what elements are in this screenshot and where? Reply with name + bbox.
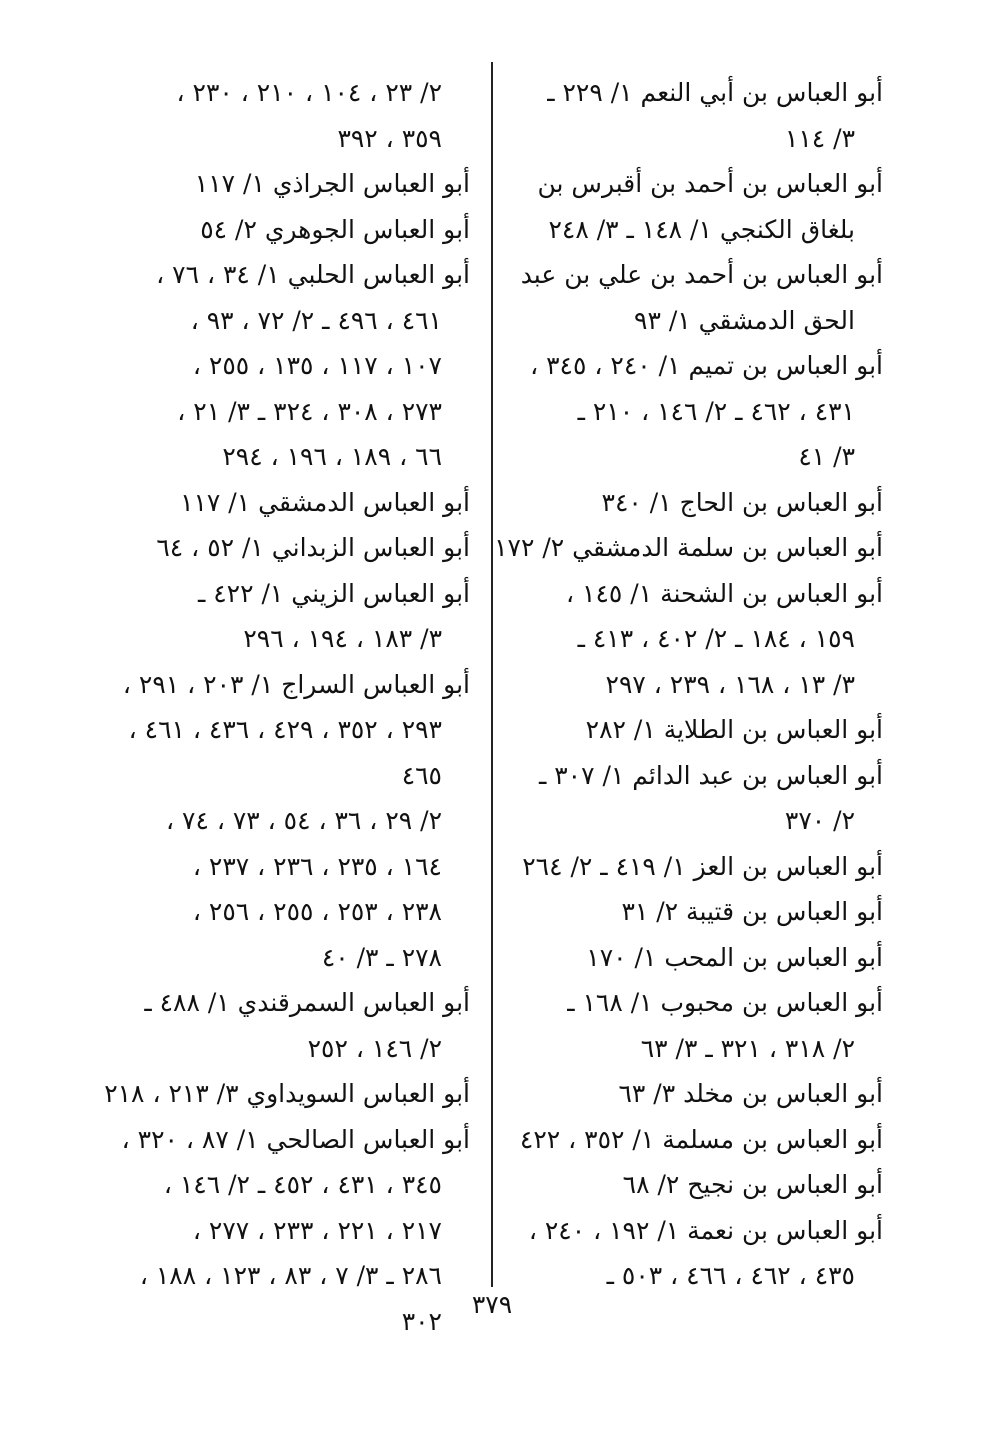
entry-heading-line: أبو العباس بن عبد الدائم ١/ ٣٠٧ ـ: [538, 760, 883, 790]
entry-heading-line: أبو العباس بن قتيبة ٢/ ٣١: [621, 897, 883, 926]
entry-continuation-line: ٣/ ١٨٣ ، ١٩٤ ، ٢٩٦: [243, 624, 442, 653]
index-entry: [515, 844, 883, 890]
index-entry: [515, 753, 883, 844]
index-entry: [515, 1117, 883, 1163]
entry-heading-line: أبو العباس بن المحب ١/ ١٧٠: [586, 942, 883, 972]
entry-continuation-line: ٢٨٦ ـ ٣/ ٧ ، ٨٣ ، ١٢٣ ، ١٨٨ ،: [139, 1261, 442, 1290]
index-entry: [515, 1162, 883, 1208]
entry-heading-line: أبو العباس الزبداني ١/ ٥٢ ، ٦٤: [156, 533, 470, 562]
entry-continuation-line: ٤٣١ ، ٤٦٢ ـ ٢/ ١٤٦ ، ٢١٠ ـ: [577, 396, 855, 426]
entry-continuation-line: ٢/ ٢٩ ، ٣٦ ، ٥٤ ، ٧٣ ، ٧٤ ،: [166, 806, 442, 835]
index-entry: [100, 662, 470, 981]
entry-continuation-line: ٣٤٥ ، ٤٣١ ، ٤٥٢ ـ ٢/ ١٤٦ ،: [163, 1170, 442, 1199]
entry-continuation-line: ٣/ ٤١: [798, 442, 855, 471]
entry-continuation-line: ٢٧٣ ، ٣٠٨ ، ٣٢٤ ـ ٣/ ٢١ ،: [177, 396, 442, 426]
entry-continuation-line: ٢/ ٣١٨ ، ٣٢١ ـ ٣/ ٦٣: [640, 1033, 855, 1063]
index-entry: [515, 935, 883, 981]
entry-continuation-line: ١٠٧ ، ١١٧ ، ١٣٥ ، ٢٥٥ ،: [192, 351, 442, 380]
entry-heading-line: أبو العباس الدمشقي ١/ ١١٧: [180, 487, 470, 517]
index-entry: [100, 571, 470, 662]
entry-continuation-line: ٤٣٥ ، ٤٦٢ ، ٤٦٦ ، ٥٠٣ ـ: [606, 1261, 855, 1290]
entry-heading-line: أبو العباس بن مخلد ٣/ ٦٣: [618, 1079, 883, 1108]
entry-continuation-line: ١٦٤ ، ٢٣٥ ، ٢٣٦ ، ٢٣٧ ،: [192, 851, 442, 881]
entry-continuation-line: ٢/ ٣٧٠: [784, 806, 855, 835]
index-entry: [100, 480, 470, 526]
entry-heading-line: أبو العباس بن سلمة الدمشقي ٢/ ١٧٢: [494, 533, 883, 562]
entry-continuation-line: ٣/ ١١٤: [784, 123, 855, 153]
index-entry: [515, 1071, 883, 1117]
entry-heading-line: أبو العباس السراج ١/ ٢٠٣ ، ٢٩١ ،: [122, 669, 470, 699]
entry-heading-line: أبو العباس بن محبوب ١/ ١٦٨ ـ: [567, 988, 883, 1017]
entry-heading-line: أبو العباس بن نعمة ١/ ١٩٢ ، ٢٤٠ ،: [528, 1215, 883, 1245]
entry-heading-line: أبو العباس بن الشحنة ١/ ١٤٥ ،: [566, 578, 883, 608]
entry-continuation-line: ٣٠٢: [401, 1306, 442, 1336]
index-entry: [494, 525, 883, 571]
entry-continuation-line: ٦٦ ، ١٨٩ ، ١٩٦ ، ٢٩٤: [222, 442, 442, 471]
index-entry: [100, 252, 470, 480]
entry-heading-line: أبو العباس بن مسلمة ١/ ٣٥٢ ، ٤٢٢: [519, 1124, 883, 1154]
index-entry: [100, 1071, 470, 1117]
entry-continuation-line: الحق الدمشقي ١/ ٩٣: [634, 305, 855, 335]
index-entry: [515, 480, 883, 526]
entry-heading-line: أبو العباس بن أبي النعم ١/ ٢٢٩ ـ: [547, 78, 883, 107]
entry-continuation-line: ٤٦٥: [401, 760, 442, 790]
index-entry: [515, 70, 883, 161]
entry-heading-line: أبو العباس بن تميم ١/ ٢٤٠ ، ٣٤٥ ،: [530, 351, 883, 380]
index-entry: [100, 525, 470, 571]
index-entry: [515, 161, 883, 252]
entry-continuation-line: ٢٩٣ ، ٣٥٢ ، ٤٢٩ ، ٤٣٦ ، ٤٦١ ،: [128, 715, 442, 744]
entry-continuation-line: ٣/ ١٣ ، ١٦٨ ، ٢٣٩ ، ٢٩٧: [605, 669, 855, 699]
entry-continuation-line: بلغاق الكنجي ١/ ١٤٨ ـ ٣/ ٢٤٨: [548, 214, 855, 244]
index-entry: [515, 343, 883, 480]
entry-heading-line: أبو العباس بن الطلاية ١/ ٢٨٢: [585, 715, 883, 744]
index-entry: [515, 889, 883, 935]
entry-heading-line: أبو العباس الزيني ١/ ٤٢٢ ـ: [197, 578, 470, 608]
index-entry: [515, 1208, 883, 1299]
entry-heading-line: أبو العباس الصالحي ١/ ٨٧ ، ٣٢٠ ،: [121, 1124, 470, 1154]
index-column-left: [100, 70, 470, 1344]
entry-heading-line: أبو العباس الحلبي ١/ ٣٤ ، ٧٦ ،: [156, 260, 470, 289]
index-entry: [515, 980, 883, 1071]
entry-heading-line: أبو العباس بن الحاج ١/ ٣٤٠: [601, 487, 883, 517]
entry-heading-line: أبو العباس بن العز ١/ ٤١٩ ـ ٢/ ٢٦٤: [522, 851, 883, 881]
entry-continuation-line: ٢٣٨ ، ٢٥٣ ، ٢٥٥ ، ٢٥٦ ،: [192, 897, 442, 926]
entry-heading-line: أبو العباس بن نجيح ٢/ ٦٨: [622, 1170, 883, 1199]
index-entry: [100, 207, 470, 253]
entry-continuation-line: ٢/ ١٤٦ ، ٢٥٢: [307, 1033, 442, 1063]
index-entry: [515, 707, 883, 753]
index-entry: [100, 70, 470, 161]
entry-continuation-line: ٣٥٩ ، ٣٩٢: [337, 123, 442, 153]
index-entry: [515, 571, 883, 708]
entry-heading-line: أبو العباس بن أحمد بن أقبرس بن: [537, 169, 883, 198]
entry-continuation-line: ٢/ ٢٣ ، ١٠٤ ، ٢١٠ ، ٢٣٠ ،: [176, 78, 442, 107]
entry-heading-line: أبو العباس بن أحمد بن علي بن عبد: [520, 260, 883, 289]
index-entry: [515, 252, 883, 343]
entry-heading-line: أبو العباس الجوهري ٢/ ٥٤: [200, 214, 470, 244]
column-divider: [491, 62, 493, 1287]
entry-continuation-line: ٢٧٨ ـ ٣/ ٤٠: [321, 942, 442, 972]
entry-heading-line: أبو العباس الجراذي ١/ ١١٧: [194, 169, 470, 198]
entry-heading-line: أبو العباس السويداوي ٣/ ٢١٣ ، ٢١٨: [104, 1079, 470, 1108]
entry-heading-line: أبو العباس السمرقندي ١/ ٤٨٨ ـ: [144, 988, 470, 1017]
index-entry: [100, 161, 470, 207]
index-entry: [100, 980, 470, 1071]
entry-continuation-line: ٤٦١ ، ٤٩٦ ـ ٢/ ٧٢ ، ٩٣ ،: [190, 305, 442, 335]
entry-continuation-line: ٢١٧ ، ٢٢١ ، ٢٣٣ ، ٢٧٧ ،: [192, 1215, 442, 1245]
entry-continuation-line: ١٥٩ ، ١٨٤ ـ ٢/ ٤٠٢ ، ٤١٣ ـ: [577, 624, 855, 653]
index-column-right: [494, 70, 883, 1299]
page-number: ٣٧٩: [471, 1290, 513, 1319]
